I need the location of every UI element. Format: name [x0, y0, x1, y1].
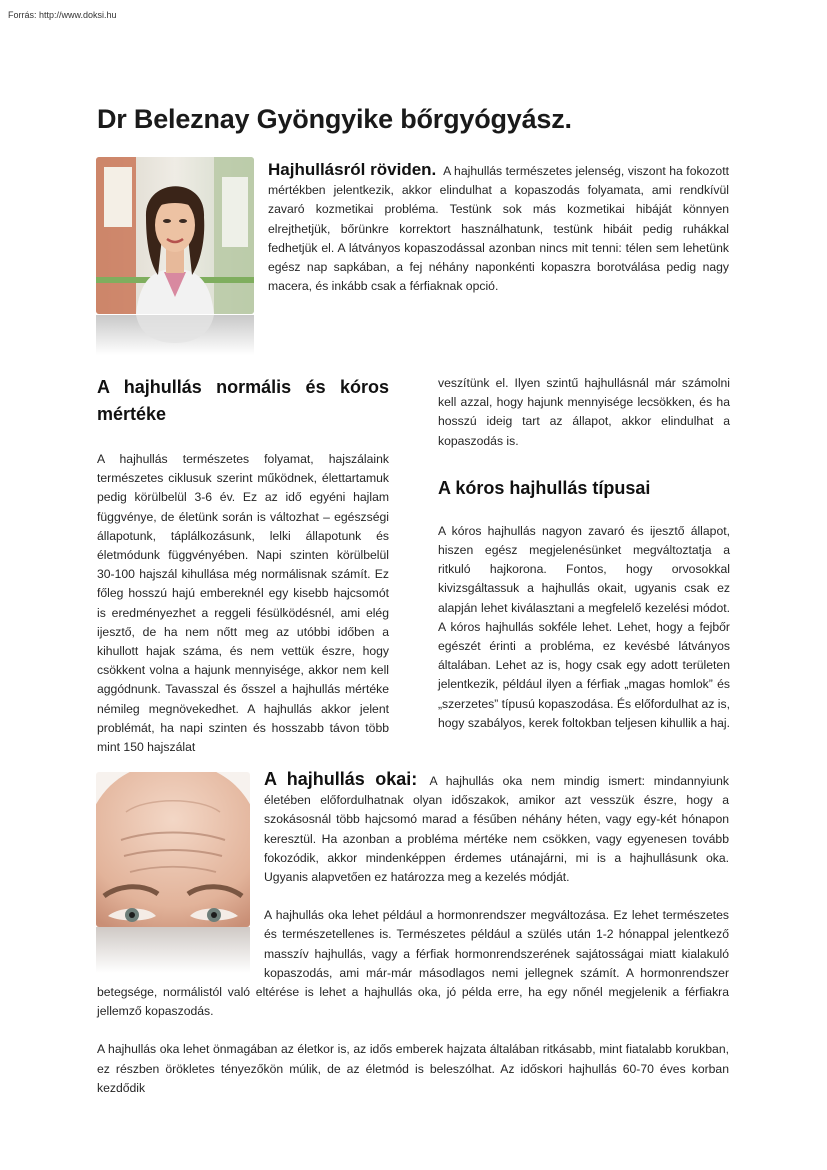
intro-lead: Hajhullásról röviden. — [268, 160, 437, 179]
section-causes-paragraph-3: A hajhullás oka lehet önmagában az életkor is, az idős emberek hajzata általában ritkásabb, mint fiatalabb korukban, ez részben örökletes tényezőkön múlik, de az életmód is beleszólhat. Az időskori hajhullás 60-70 éves korban kezdődik — [97, 1042, 729, 1095]
image-spacer — [97, 770, 264, 982]
section-normal-abnormal — [97, 374, 389, 757]
section-causes-heading: A hajhullás okai: — [264, 769, 418, 789]
section-normal-abnormal-continued: veszítünk el. Ilyen szintű hajhullásnál már számolni kell azzal, hogy hajunk mennyisége lecsökken, és ha hosszú ideig tart az állapot, akkor elindulhat a kopaszodás is. — [438, 376, 730, 448]
source-link[interactable]: Forrás: http://www.doksi.hu — [8, 10, 117, 20]
doctor-photo — [96, 157, 254, 314]
section-causes-paragraph-2: A hajhullás oka lehet például a hormonrendszer megváltozása. Ez lehet természetes és természetellenes is. Természetes például a szülés után 1-2 hónappal jelentkező masszív hajhullás, vagy a férfiak hormonrendszerének sajátosságai miatt kialakuló kopaszodás, ami már-már másodlagos nemi jellegnek számít. A hormonrendszer betegsége, normálistól való eltérése is lehet a hajhullás oka, jó példa erre, ha egy nőnél megjelenik a férfiakra jellemző kopaszodás. — [97, 908, 729, 1019]
right-column — [438, 374, 730, 733]
doctor-photo-reflection — [96, 315, 254, 355]
section-causes-text-1: A hajhullás oka nem mindig ismert: mindannyiunk életében előfordulhatnak olyan időszakok, amikor azt vesszük észre, hogy a szokásosnál több hajcsomó marad a fésűben néhány héten, vagy egy-két hónapon keresztül. Ha azonban a probléma mértéke nem csökken, vagy egyenesen tovább fokozódik, akkor mindenképpen érdemes utánajárni, mi is a hajhullásunk oka. Ugyanis alapvetően ez határozza meg a kezelés módját. — [264, 774, 730, 885]
page-title: Dr Beleznay Gyöngyike bőrgyógyász. — [97, 104, 572, 134]
section-types-text: A kóros hajhullás nagyon zavaró és ijesztő állapot, hiszen egész megjelenésünket megváltoztatja a ritkuló hajkorona. Fontos, hogy orvosokkal kivizsgáltassuk a hajhullás okait, ugyanis csak ez alapján lehet kiválasztani a megfelelő kezelési módot. A kóros hajhullás sokféle lehet. Lehet, hogy a fejbőr egészét érinti a probléma, ez kevésbé látványos általában. Lehet az is, hogy csak egy adott területen jelentkezik, például ilyen a férfiak „magas homlok” és „szerzetes” típusú kopaszodása. És előfordulhat az is, hogy szabályos, kerek foltokban teljesen kihullik a haj. — [438, 523, 730, 730]
intro-paragraph — [268, 160, 729, 296]
section-causes — [97, 770, 729, 1098]
intro-block — [268, 160, 729, 296]
section-normal-abnormal-heading: A hajhullás normális és kóros mértéke — [97, 377, 389, 424]
doctor-portrait-icon — [96, 157, 254, 314]
section-normal-abnormal-text: A hajhullás természetes folyamat, hajszálaink természetes ciklusuk szerint működnek, élettartamuk pedig körülbelül 3-6 év. Ez az idő egyéni hajlam függvénye, de életünk során is változhat – egészségi állapotunk, táplálkozásunk, lelki állapotunk és életmódunk függvényében. Napi szinten körülbelül 30-100 hajszál kihullása még normálisnak számít. Ez főleg hosszú hajú embereknél egy kisebb hajcsomót is eredményezhet a reggeli fésülködésnél, ami elég ijesztő, de ha nem nőtt meg az utóbbi időben a kihullott hajak száma, és nem vettük észre, hogy csökkent volna a hajunk mennyisége, akkor nem kell aggódnunk. Tavasszal és ősszel a hajhullás mértéke némileg megnövekedhet. A hajhullás akkor jelent problémát, ha napi szinten és hosszabb távon több mint 150 hajszálat — [97, 452, 389, 755]
intro-text: A hajhullás természetes jelenség, viszont ha fokozott mértékben jelentkezik, akkor elindulhat a kopaszodás folyamata, ami rendkívül zavaró kozmetikai probléma. Testünk sok más kozmetikai hibáját könnyen elrejthetjük, bőrünkre korrektort használhatunk, testünk hibáit pedig ruhákkal fedhetjük el. A látványos kopaszodással azonban nincs mit tenni: télen sem lehetünk egész nap sapkában, a fej néhány naponkénti kopaszra borotválása pedig nagy macera, és inkább csak a férfiaknak opció. — [268, 164, 729, 294]
section-types-heading: A kóros hajhullás típusai — [438, 477, 651, 498]
